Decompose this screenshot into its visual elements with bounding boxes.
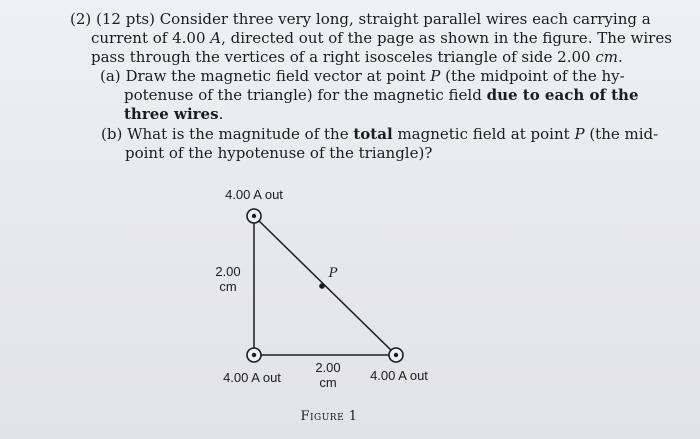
- period: .: [617, 48, 623, 66]
- point-p-ref: P: [430, 67, 441, 85]
- triangle-text: pass through the vertices of a right isosceles triangle of side 2.00: [91, 48, 591, 66]
- part-b-bold: total: [353, 125, 393, 143]
- top-wire-label: 4.00 A out: [225, 187, 283, 202]
- bottom-left-wire-icon: [247, 348, 261, 362]
- point-p-ref-2: P: [574, 125, 585, 143]
- part-b-text-4: point of the hypotenuse of the triangle)?: [125, 144, 433, 162]
- part-a-text-1: Draw the magnetic field vector at point: [125, 67, 426, 85]
- point-p-label: P: [328, 266, 338, 281]
- left-side-label-unit: cm: [219, 279, 237, 294]
- top-wire-icon: [247, 209, 261, 223]
- bottom-right-wire-icon: [389, 348, 403, 362]
- problem-intro-1: Consider three very long, straight parallel wires each carrying a: [159, 10, 651, 28]
- hypotenuse: [254, 216, 396, 355]
- bottom-left-wire-label: 4.00 A out: [223, 370, 281, 385]
- part-a-bold-1: due to each of the: [486, 86, 639, 104]
- bottom-side-label-unit: cm: [319, 375, 337, 390]
- problem-points: (12 pts): [96, 10, 155, 28]
- part-a-label: (a): [100, 67, 121, 85]
- part-a-text-3: potenuse of the triangle) for the magnetic field: [124, 86, 482, 104]
- point-p-dot: [319, 283, 325, 289]
- current-text: current of 4.00: [91, 29, 206, 47]
- part-a-bold-2: three wires: [124, 105, 219, 123]
- bottom-right-wire-label: 4.00 A out: [370, 368, 428, 383]
- problem-number: (2): [70, 10, 92, 28]
- part-a-period: .: [218, 105, 224, 123]
- figure-caption: Figure 1: [300, 409, 358, 424]
- part-b-text-3: (the mid-: [589, 125, 659, 143]
- part-b-label: (b): [101, 125, 123, 143]
- part-a-text-2: (the midpoint of the hy-: [445, 67, 625, 85]
- direction-text: , directed out of the page as shown in the figure. The wires: [221, 29, 672, 47]
- current-unit: A: [210, 29, 222, 47]
- left-side-label-num: 2.00: [215, 264, 241, 279]
- bottom-side-label-num: 2.00: [315, 360, 341, 375]
- side-unit: cm: [595, 48, 618, 66]
- part-b-text-1: What is the magnitude of the: [127, 125, 349, 143]
- part-b-text-2: magnetic field at point: [397, 125, 570, 143]
